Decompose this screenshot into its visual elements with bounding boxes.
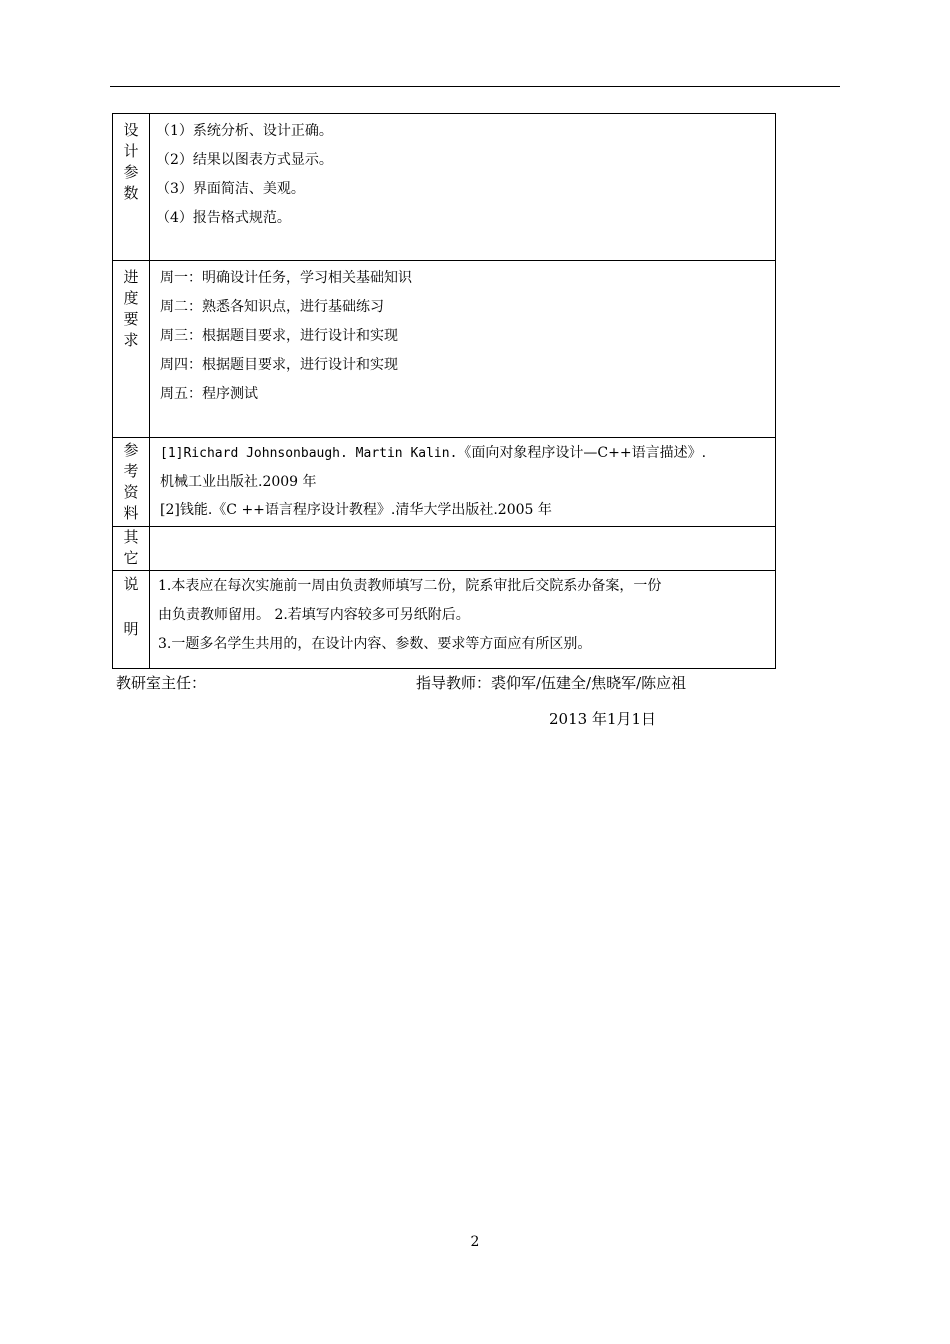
- references-label: 参 考 资 料: [123, 441, 139, 522]
- note-line: 1.本表应在每次实施前一周由负责教师填写二份，院系审批后交院系办备案，一份: [158, 578, 662, 594]
- schedule-label-cell: [113, 261, 150, 438]
- task-form-table: [112, 113, 776, 669]
- notes-content: [150, 571, 775, 659]
- param-line: （2）结果以图表方式显示。: [156, 152, 333, 168]
- references-content-cell: [150, 438, 776, 527]
- design-params-content-cell: [150, 114, 776, 261]
- advisors-signature: 指导教师：裘仰军/伍建全/焦晓军/陈应祖: [416, 674, 687, 692]
- param-line: （4）报告格式规范。: [156, 210, 291, 226]
- schedule-line: 周一：明确设计任务，学习相关基础知识: [160, 270, 412, 286]
- note-line: 3.一题多名学生共用的，在设计内容、参数、要求等方面应有所区别。: [158, 636, 592, 652]
- design-params-label-cell: [113, 114, 150, 261]
- schedule-line: 周二：熟悉各知识点，进行基础练习: [160, 299, 384, 315]
- schedule-content-cell: [150, 261, 776, 438]
- schedule-line: 周五：程序测试: [160, 386, 258, 402]
- notes-content-cell: [150, 571, 776, 669]
- notes-label: 说 明: [123, 575, 139, 638]
- other-label-cell: [113, 527, 150, 571]
- schedule-row: [113, 261, 776, 438]
- note-line: 由负责教师留用。 2.若填写内容较多可另纸附后。: [158, 607, 470, 623]
- reference-1: [1]Richard Johnsonbaugh. Martin Kalin.《面向对象程序设计—C++语言描述》.: [160, 445, 707, 461]
- param-line: （3）界面简洁、美观。: [156, 181, 305, 197]
- design-params-label: 设 计 参 数: [123, 121, 139, 202]
- other-content-cell: [150, 527, 776, 571]
- director-signature-label: 教研室主任：: [116, 674, 207, 692]
- schedule-line: 周四：根据题目要求，进行设计和实现: [160, 357, 398, 373]
- other-row: [113, 527, 776, 571]
- design-params-row: [113, 114, 776, 261]
- references-label-cell: [113, 438, 150, 527]
- reference-1-publisher: 机械工业出版社.2009 年: [160, 474, 317, 490]
- signature-date: 2013 年1月1日: [549, 710, 657, 728]
- references-content: [150, 438, 775, 524]
- page-number: 2: [470, 1234, 480, 1250]
- schedule-content: [150, 261, 775, 409]
- references-row: [113, 438, 776, 527]
- design-params-content: [150, 114, 775, 233]
- reference-2: [2]钱能.《C ++语言程序设计教程》.清华大学出版社.2005 年: [160, 502, 552, 518]
- notes-row: [113, 571, 776, 669]
- header-rule: [110, 86, 840, 87]
- schedule-line: 周三：根据题目要求，进行设计和实现: [160, 328, 398, 344]
- other-label: 其 它: [123, 528, 139, 567]
- schedule-label: 进 度 要 求: [123, 268, 139, 349]
- notes-label-cell: [113, 571, 150, 669]
- param-line: （1）系统分析、设计正确。: [156, 123, 333, 139]
